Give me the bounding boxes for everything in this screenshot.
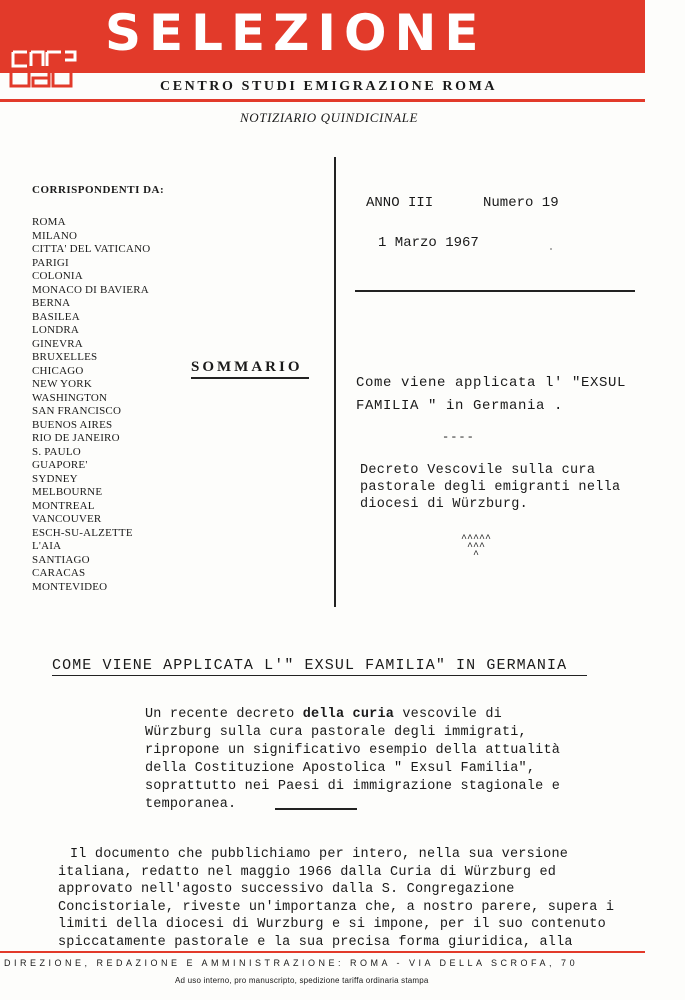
article-body (58, 846, 618, 951)
body-paragraph: Il documento che pubblichiamo per intero, nella sua versione italiana, redatto nel maggio 1966 dalla Curia di Würzburg ed approvato nell'agosto successivo dalla S. Congregazione Concistoriale, riveste un'importanza che, a nostro parere, supera i limiti della diocesi di Wurzburg e si impone, per il suo contenuto spiccatamente pastorale e la sua precisa forma giuridica, alla (58, 847, 615, 950)
city-item: SYDNEY (32, 472, 78, 485)
issue-rule (355, 290, 635, 292)
issue-number: Numero 19 (483, 195, 559, 211)
sommario-separator: ---- (442, 430, 475, 444)
city-item: ESCH-SU-ALZETTE (32, 526, 133, 539)
headline-underline (52, 675, 587, 676)
city-item: MONTREAL (32, 499, 95, 512)
article-headline: COME VIENE APPLICATA L'" EXSUL FAMILIA" IN GERMANIA (52, 657, 568, 674)
city-item: BERNA (32, 297, 71, 309)
abstract-text: vescovile di Würzburg sulla cura pastorale degli immigrati, ripropone un significativo esempio della attualità della Costituzione Apostolica " Exsul Familia", soprattutto nei Paesi di immigrazione stagionale e temporanea. (145, 707, 561, 812)
article-abstract (145, 706, 565, 814)
city-item: MONTEVIDEO (32, 580, 108, 593)
sommario-underline (191, 377, 309, 379)
ornament-line: ^^^ (466, 542, 485, 553)
sommario-item-2: Decreto Vescovile sulla cura pastorale degli emigranti nella diocesi di Würzburg. (360, 463, 621, 512)
city-item: S. PAULO (32, 445, 81, 458)
city-item: MELBOURNE (32, 486, 103, 498)
organization-name: CENTRO STUDI EMIGRAZIONE ROMA (160, 79, 498, 94)
city-item: GUAPORE' (32, 459, 88, 471)
ornament-line: ^^^^^ (460, 534, 491, 545)
city-item: WASHINGTON (32, 391, 108, 404)
city-item: MONACO DI BAVIERA (32, 283, 149, 296)
newsletter-subtitle: NOTIZIARIO QUINDICINALE (240, 110, 419, 125)
issue-date: 1 Marzo 1967 (378, 235, 479, 251)
ornament (453, 536, 499, 560)
city-item: LONDRA (32, 324, 80, 336)
correspondents-list (32, 216, 150, 594)
sommario-heading: SOMMARIO (191, 359, 303, 375)
city-item: L'AIA (32, 540, 62, 552)
city-item: SANTIAGO (32, 553, 90, 566)
city-item: CITTA' DEL VATICANO (32, 243, 151, 255)
city-item: MILANO (32, 229, 78, 242)
sommario-item-1: Come viene applicata l' "EXSUL FAMILIA " in Germania . (356, 375, 627, 414)
city-item: BUENOS AIRES (32, 418, 113, 431)
city-item: BASILEA (32, 310, 80, 323)
header-rule (0, 99, 645, 102)
city-item: RIO DE JANEIRO (32, 432, 120, 444)
city-item: CHICAGO (32, 364, 84, 377)
speck (550, 248, 552, 250)
city-item: PARIGI (32, 256, 69, 269)
abstract-text: Un recente decreto (145, 707, 303, 722)
ornament-line: ^ (472, 550, 479, 561)
city-item: ROMA (32, 216, 66, 228)
abstract-bold-text: della curia (302, 707, 395, 722)
city-item: CARACAS (32, 567, 86, 579)
city-item: COLONIA (32, 270, 83, 282)
city-item: NEW YORK (32, 378, 92, 390)
correspondents-heading: CORRISPONDENTI DA: (32, 184, 165, 196)
footer-address: DIREZIONE, REDAZIONE E AMMINISTRAZIONE: ROMA - VIA DELLA SCROFA, 70 (4, 958, 579, 968)
footer-rule (0, 951, 645, 953)
masthead-title: SELEZIONE (105, 4, 487, 62)
column-divider (334, 157, 336, 607)
abstract-rule (275, 808, 357, 810)
city-item: SAN FRANCISCO (32, 405, 122, 417)
footer-note: Ad uso interno, pro manuscripto, spedizione tariffa ordinaria stampa (175, 976, 429, 985)
cser-logo-icon (9, 40, 77, 92)
city-item: GINEVRA (32, 337, 83, 350)
city-item: VANCOUVER (32, 513, 102, 525)
city-item: BRUXELLES (32, 351, 98, 363)
issue-year: ANNO III (366, 195, 434, 211)
